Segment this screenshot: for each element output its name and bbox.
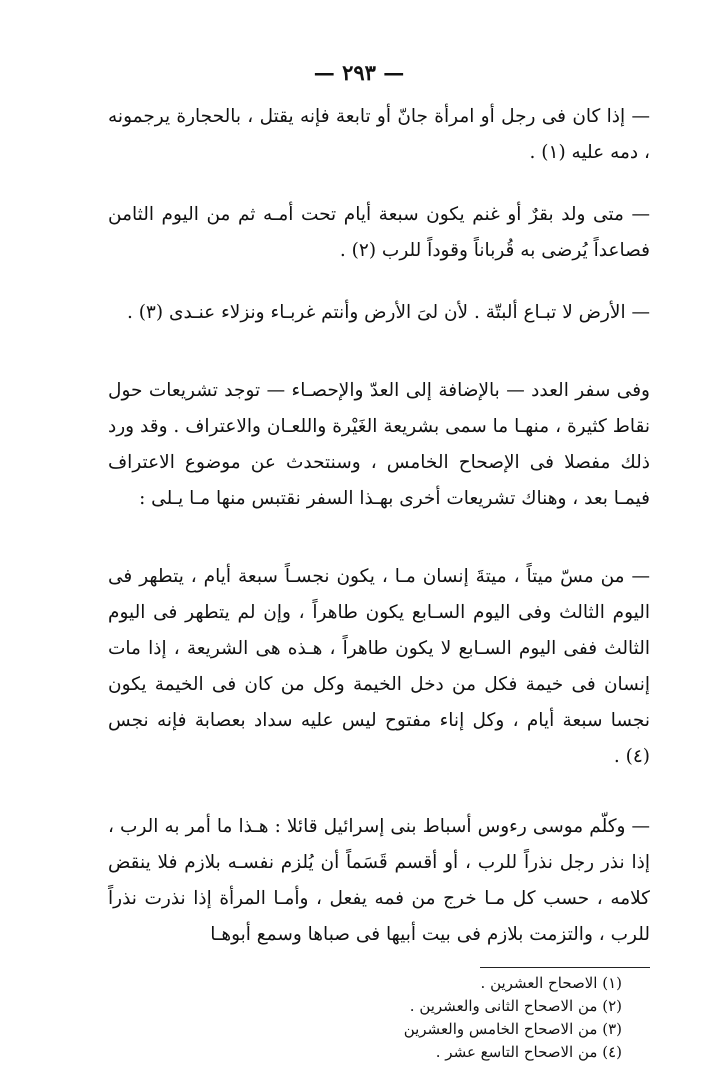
footnotes-list: [108, 972, 650, 1064]
page-number: — ٢٩٣ —: [313, 60, 405, 85]
paragraph-5: — من مسّ ميتاً ، ميتةَ إنسان مـا ، يكون نجسـاً سبعة أيام ، يتطهر فى اليوم الثالث وفى اليوم السـابع يكون طاهراً ، وإن لم يتطهر فى اليوم الثالث ففى اليوم السـابع لا يكون طاهراً ، هـذه هى الشريعة ، إذا مات إنسان فى خيمة فكل من دخل الخيمة وكل من كان فى الخيمة يكون نجسا سبعة أيام ، وكل إناء مفتوح ليس عليه سداد بعصابة فإنه نجس (٤) .: [108, 566, 650, 767]
paragraph-2: — متى ولد بقرٌ أو غنم يكون سبعة أيام تحت أمـه ثم من اليوم الثامن فصاعداً يُرضى به قُرباناً وقوداً للرب (٢) .: [108, 204, 650, 261]
paragraph-6: — وكلّم موسى رءوس أسباط بنى إسرائيل قائلا : هـذا ما أمر به الرب ، إذا نذر رجل نذراً للرب ، أو أقسم قَسَماً أن يُلزم نفسـه بلازم فلا ينقض كلامه ، حسب كل مـا خرج من فمه يفعل ، وأمـا المرأة إذا نذرت نذراً للرب ، والتزمت بلازم فى بيت أبيها فى صباها وسمع أبوهـا: [108, 816, 650, 945]
footnote-item: (٤) من الاصحاح التاسع عشر .: [435, 1043, 622, 1061]
footnote-item: (٢) من الاصحاح الثانى والعشرين .: [409, 997, 622, 1015]
paragraph-3: — الأرض لا تبـاع ألبتّة . لأن لىَ الأرض وأنتم غربـاء ونزلاء عنـدى (٣) .: [126, 302, 650, 323]
paragraph-1: — إذا كان فى رجل أو امرأة جانّ أو تابعة فإنه يقتل ، بالحجارة يرجمونه ، دمه عليه (١) .: [108, 106, 650, 163]
footnote-item: (٣) من الاصحاح الخامس والعشرين: [403, 1020, 622, 1038]
paragraph-4: وفى سفر العدد — بالإضافة إلى العدّ والإحصـاء — توجد تشريعات حول نقاط كثيرة ، منهـا ما سمى بشريعة الغَيْرة واللعـان والاعتراف . وقد ورد ذلك مفصلا فى الإصحاح الخامس ، وسنتحدث عن موضوع الاعتراف فيمـا بعد ، وهناك تشريعات أخرى بهـذا السفر نقتبس منها مـا يـلى :: [108, 380, 650, 509]
footnote-divider: [480, 967, 650, 968]
footnote-item: (١) الاصحاح العشرين .: [480, 974, 622, 992]
